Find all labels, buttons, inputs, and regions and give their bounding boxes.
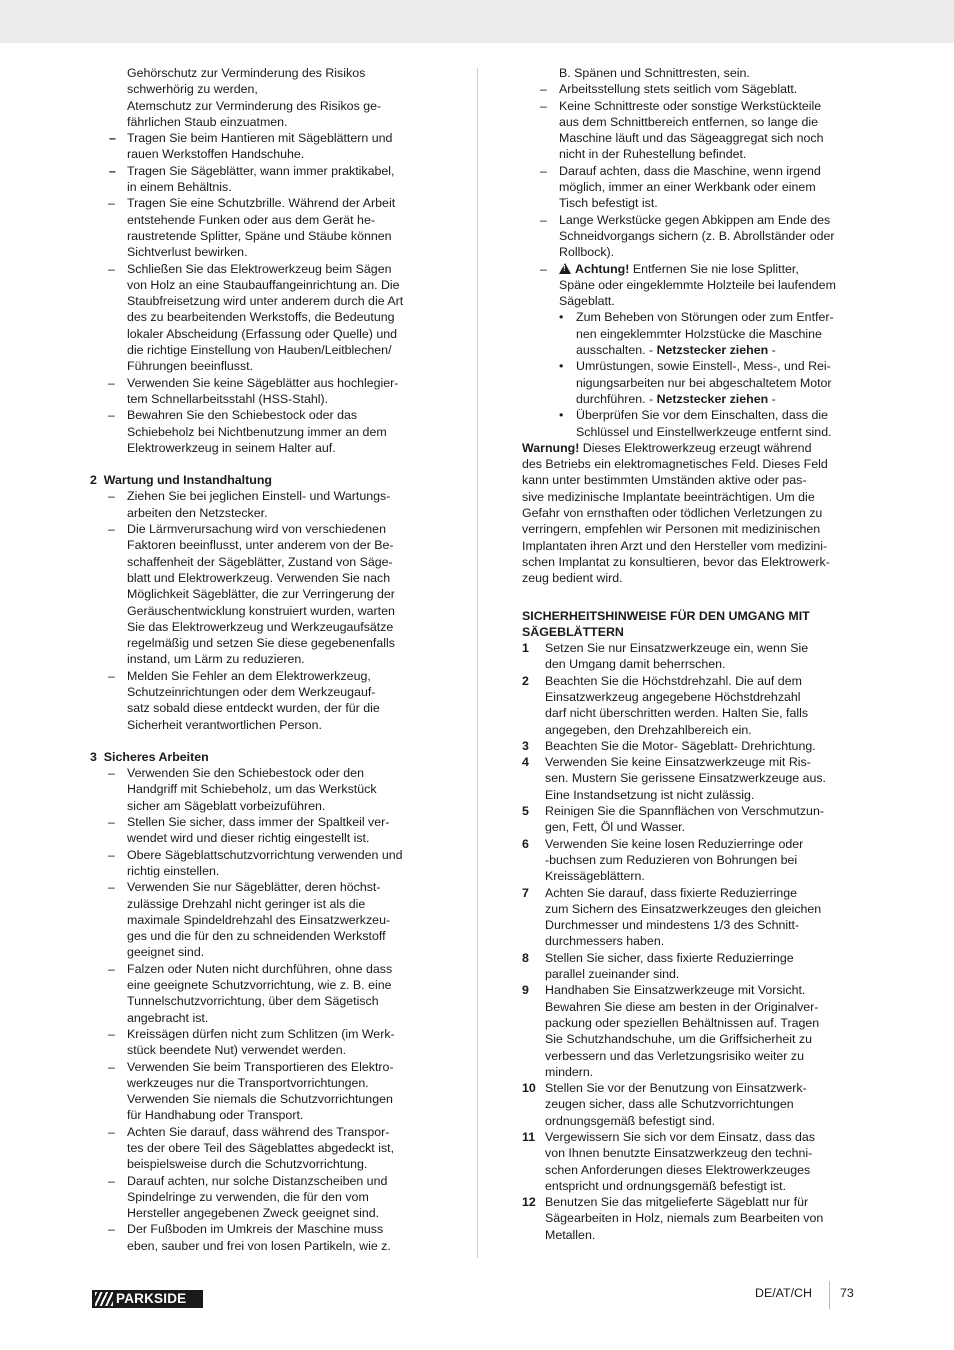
text-line: Sicherheit verantwortlichen Person. [127,717,322,732]
text-line: Atemschutz zur Verminderung des Risikos ge- [127,98,382,113]
text-line: Faktoren beeinflusst, unter anderem von der Be- [127,538,394,553]
continued-item [522,65,864,81]
list-protection [90,130,436,456]
item-number: 10 [522,1081,536,1096]
text-line: – Tragen Sie beim Hantieren mit Sägeblättern und [127,131,393,146]
bullet-item [522,358,864,407]
text-line: nen eingeklemmter Holzstücke die Maschine [576,326,822,341]
list-item [90,163,436,196]
text-line: angegeben, den Drehzahlbereich ein. [545,722,752,737]
list-maintenance [90,488,436,732]
list-item [90,814,436,847]
text-line: Elektrowerkzeug in seinem Halter auf. [127,440,336,455]
numbered-item [522,1080,864,1129]
text-line: durchführen. - Netzstecker ziehen - [576,391,776,406]
page-number: 73 [840,1286,854,1300]
text-line: beispielsweise durch die Schutzvorrichtung. [127,1157,368,1172]
numbered-item [522,950,864,983]
text-line: – Darauf achten, dass die Maschine, wenn irgend [559,163,821,178]
text-line: packung oder speziellen Behältnissen auf. Tragen [545,1015,820,1030]
text-line: zulässige Drehzahl nicht geringer ist als die [127,896,366,911]
text-line: nigungsarbeiten nur bei abgeschaltetem Motor [576,375,832,390]
text-line: instand, um Lärm zu reduzieren. [127,652,305,667]
text-line: Sie das Elektrowerkzeug und Werkzeugaufsätze [127,619,394,634]
text-line: Implantaten ihren Arzt und den Hersteller vom medizini- [522,538,828,553]
text-line: des zu bearbeitenden Werkstoffs, die Bedeutung [127,310,395,325]
text-line: Späne oder eingeklemmte Holzteile bei laufendem [559,277,836,292]
list-item [90,375,436,408]
text-line: – Falzen oder Nuten nicht durchführen, ohne dass [127,961,393,976]
list-item [90,130,436,163]
text-line: – Schließen Sie das Elektrowerkzeug beim Sägen [127,261,392,276]
parkside-logo: PARKSIDE [92,1290,203,1308]
text-line: Schutzeinrichtungen oder dem Werkzeugauf- [127,684,376,699]
item-number: 2 [522,673,529,688]
warning-paragraph: Warnung! Dieses Elektrowerkzeug erzeugt während [522,440,812,455]
warning-triangle-icon [559,263,571,274]
item-number: 4 [522,755,529,770]
text-line: Schlüssel und Einstellwerkzeuge entfernt sind. [576,424,832,439]
numbered-item [522,673,864,738]
footer-separator [829,1281,830,1309]
text-line: maximale Spindeldrehzahl des Einsatzwerkzeu- [127,912,391,927]
left-column [90,65,436,1254]
list-safe-work [90,765,436,1254]
text-line: entspricht und ordnungsgemäß befestigt ist. [545,1178,787,1193]
text-line: Tisch befestigt ist. [559,196,658,211]
text-line: – Verwenden Sie beim Transportieren des Elektro- [127,1059,394,1074]
text-line: – Obere Sägeblattschutzvorrichtung verwenden und [127,847,403,862]
list-item [90,521,436,668]
saw-blade-safety-heading [522,608,864,641]
numbered-item [522,885,864,950]
text-line: SÄGEBLÄTTERN [522,624,624,639]
text-line: – Lange Werkstücke gegen Abkippen am Ende des [559,212,831,227]
text-line: zeugen sicher, dass alle Schutzvorrichtungen [545,1097,794,1112]
text-line: blatt und Elektrowerkzeug. Verwenden Sie nach [127,570,391,585]
text-line: – Der Fußboden im Umkreis der Maschine muss [127,1222,384,1237]
section-heading-maintenance: 2 Wartung und Instandhaltung [90,473,272,488]
text-line: arbeiten den Netzstecker. [127,505,268,520]
text-line: durchmessers haben. [545,934,665,949]
list-item [90,195,436,260]
numbered-item [522,836,864,885]
text-line: für Handhabung oder Transport. [127,1108,304,1123]
text-line: Vergewissern Sie sich vor dem Einsatz, dass das [545,1130,815,1144]
list-item [90,765,436,814]
intro-paragraph [90,65,436,130]
list-safe-work-continued [522,81,864,260]
header-bar [0,0,954,43]
text-line: – Arbeitsstellung stets seitlich vom Sägeblatt. [559,82,798,97]
text-line: -buchsen zum Reduzieren von Bohrungen bei [545,852,798,867]
text-line: in einem Behältnis. [127,180,232,195]
item-number: 8 [522,950,529,965]
bullet-list [522,309,864,439]
list-item [90,1173,436,1222]
list-item [90,1026,436,1059]
text-line: Spindelringe zu verwenden, die für den vom [127,1189,369,1204]
text-line: Metallen. [545,1227,596,1242]
text-line: schwerhörig zu werden, [127,82,258,97]
text-line: wendet wird und dieser richtig eingestellt ist. [127,831,370,846]
logo-stripes-icon [95,1292,113,1306]
text-line: Beachten Sie die Höchstdrehzahl. Die auf dem [545,673,802,688]
text-line: Sichtverlust bewirken. [127,245,248,260]
list-item [522,81,864,97]
text-line: Setzen Sie nur Einsatzwerkzeuge ein, wenn Sie [545,641,809,656]
text-line: sen. Mustern Sie gerissene Einsatzwerkzeuge aus. [545,771,826,786]
text-line: Eine Instandsetzung ist nicht zulässig. [545,787,755,802]
text-line: regelmäßig und setzen Sie diese gegebenenfalls [127,636,395,651]
text-line: – Verwenden Sie nur Sägeblätter, deren höchst- [127,880,381,895]
numbered-item [522,1129,864,1194]
text-line: Durchmesser und mindestens 1/3 des Schnitt- [545,918,800,933]
numbered-item [522,982,864,1080]
item-number: 7 [522,885,529,900]
text-line: des Betriebs ein elektromagnetisches Feld. Dieses Feld [522,457,828,472]
text-line: aus dem Schnittbereich entfernen, so lange die [559,114,818,129]
list-item [90,879,436,960]
text-line: zeug bedient wird. [522,571,623,586]
numbered-item [522,803,864,836]
text-line: nicht in der Ruhestellung befindet. [559,147,747,162]
text-line: – Keine Schnittreste oder sonstige Werkstückteile [559,98,822,113]
text-line: ordnungsgemäß befestigt sind. [545,1113,716,1128]
text-line: Sägeblatt. [559,294,615,309]
text-line: schen Anforderungen dieses Elektrowerkzeuges [545,1162,811,1177]
text-line: mindern. [545,1064,594,1079]
item-number: 5 [522,804,529,819]
country-code: DE/AT/CH [755,1286,812,1300]
warning-paragraph-body [522,456,864,586]
text-line: Geräuschentwicklung konstruiert wurden, warten [127,603,395,618]
list-item [90,1124,436,1173]
text-line: den Umgang damit beherrschen. [545,657,726,672]
text-line: Maschine läuft und das Sägeaggregat sich noch [559,131,824,146]
text-line: Gehörschutz zur Verminderung des Risikos [127,66,366,80]
text-line: Sie Schutzhandschuhe, um die Griffsicherheit zu [545,1032,813,1047]
text-line: Einsatzwerkzeug angegebene Höchstdrehzahl [545,689,801,704]
text-line: angebracht ist. [127,1010,209,1025]
text-line: Staubfreisetzung wird unter anderem durch die Art [127,294,404,309]
text-line: Handgriff mit Schiebeholz, um das Werkstück [127,782,377,797]
list-item [522,212,864,261]
text-line: von Holz an eine Staubauffangeinrichtung an. Die [127,277,400,292]
text-line: Tunnelschutzvorrichtung, über dem Sägetisch [127,994,379,1009]
item-number: 3 [522,738,529,753]
text-line: Stellen Sie sicher, dass fixierte Reduzierringe [545,950,794,965]
text-line: Gefahr von ernsthaften oder tödlichen Verletzungen zu [522,506,823,521]
text-line: • Überprüfen Sie vor dem Einschalten, dass die [576,408,829,423]
list-item [522,98,864,163]
text-line: tes der obere Teil des Sägeblattes abgedeckt ist, [127,1141,395,1155]
text-line: Achten Sie darauf, dass fixierte Reduzierringe [545,885,798,900]
text-line: tem Schnellarbeitsstahl (HSS-Stahl). [127,391,329,406]
text-line: – Tragen Sie Sägeblätter, wann immer praktikabel, [127,163,395,178]
text-line: – Bewahren Sie den Schiebestock oder das [127,408,358,423]
text-line: Handhaben Sie Einsatzwerkzeuge mit Vorsicht. [545,983,806,998]
text-line: – Stellen Sie sicher, dass immer der Spaltkeil ver- [127,815,390,830]
section-heading-safe-work: 3 Sicheres Arbeiten [90,749,209,764]
list-item [90,488,436,521]
text-line: eine geeignete Schutzvorrichtung, wie z. B. eine [127,978,392,993]
text-line: satz sobald diese entdeckt wurden, der für die [127,701,380,716]
achtung-item: !– Achtung! Entfernen Sie nie lose Splitter, Späne oder eingeklemmte Holzteile bei laufendem Sägeblatt. [522,261,864,310]
numbered-item [522,738,864,754]
text-line: gen, Fett, Öl und Wasser. [545,820,686,835]
text-line: richtig einstellen. [127,863,220,878]
list-item [90,261,436,375]
text-line: – Verwenden Sie keine Sägeblätter aus hochlegier- [127,375,399,390]
column-divider [477,68,478,1258]
text-line: die richtige Einstellung von Hauben/Leitblechen/ [127,343,392,358]
text-line: entstehende Funken oder aus dem Gerät he- [127,212,375,227]
list-item [522,163,864,212]
text-line: Verwenden Sie keine losen Reduzierringe oder [545,836,804,851]
list-item [90,961,436,1026]
text-line: rauen Werkstoffen Handschuhe. [127,147,305,162]
text-line: werkzeuges nur die Transportvorrichtungen. [127,1075,369,1090]
text-line: Benutzen Sie das mitgelieferte Sägeblatt nur für [545,1195,809,1210]
item-number: 11 [522,1130,536,1144]
text-line: – Verwenden Sie den Schiebestock oder den [127,766,364,781]
bullet-item [522,309,864,358]
text-line: ausschalten. - Netzstecker ziehen - [576,343,776,358]
text-line: verringern, empfehlen wir Personen mit medizinischen [522,522,821,537]
item-number: 9 [522,983,529,998]
text-line: Sägearbeiten in Holz, niemals zum Bearbeiten von [545,1211,824,1226]
text-line: fährlichen Staub einzuatmen. [127,114,288,129]
text-line: – Ziehen Sie bei jeglichen Einstell- und Wartungs- [127,489,391,504]
numbered-item [522,1194,864,1243]
list-item [90,1221,436,1254]
text-line: kann unter bestimmten Umständen aktive oder pas- [522,473,807,488]
text-line: Verwenden Sie niemals die Schutzvorrichtungen [127,1092,393,1107]
text-line: Führungen beeinflusst. [127,359,254,374]
numbered-list [522,640,864,1243]
text-line: Möglichkeit Sägeblätter, die zur Verringerung der [127,587,395,602]
text-line: verbessern und das Verletzungsrisiko weiter zu [545,1048,804,1063]
text-line: Verwenden Sie keine Einsatzwerkzeuge mit Ris- [545,755,811,770]
text-line: darf nicht überschritten werden. Halten Sie, falls [545,706,809,721]
text-line: raustretende Splitter, Späne und Stäube können [127,228,392,243]
text-line: schen Implantat zu konsultieren, bevor das Elektrowerk- [522,554,830,569]
text-line: Kreissägeblättern. [545,869,645,884]
text-line: von Ihnen benutzte Einsatzwerkzeug den techni- [545,1146,813,1161]
item-number: 12 [522,1195,536,1210]
text-line: • Umrüstungen, sowie Einstell-, Mess-, und Rei- [576,359,831,374]
bullet-item [522,407,864,440]
text-line: schaffenheit der Sägeblätter, Zustand von Säge- [127,554,393,569]
right-column [522,65,864,1243]
text-line: • Zum Beheben von Störungen oder zum Entfer- [576,310,834,325]
text-line: Beachten Sie die Motor- Sägeblatt- Drehrichtung. [545,738,816,753]
text-line: B. Spänen und Schnittresten, sein. [559,66,750,80]
text-line: stück beendete Nut) verwendet werden. [127,1043,347,1058]
text-line: – Kreissägen dürfen nicht zum Schlitzen (im Werk- [127,1026,395,1041]
list-item [90,668,436,733]
text-line: Schneidvorgangs sichern (z. B. Abrollständer oder [559,228,835,243]
text-line: geeignet sind. [127,945,205,960]
text-line: parallel zueinander sind. [545,967,680,982]
text-line: lokaler Abscheidung (Erfassung oder Quelle) und [127,326,398,341]
item-number: 1 [522,641,529,656]
text-line: sive medizinische Implantate beeinträchtigen. Um die [522,489,815,504]
text-line: – Darauf achten, nur solche Distanzscheiben und [127,1173,388,1188]
text-line: Reinigen Sie die Spannflächen von Verschmutzun- [545,804,824,819]
list-item [90,1059,436,1124]
text-line: SICHERHEITSHINWEISE FÜR DEN UMGANG MIT [522,608,810,623]
text-line: möglich, immer an einer Werkbank oder einem [559,180,816,195]
text-line: Schiebeholz bei Nichtbenutzung immer an dem [127,424,387,439]
text-line: Stellen Sie vor der Benutzung von Einsatzwerk- [545,1081,807,1096]
text-line: – Melden Sie Fehler an dem Elektrowerkzeug, [127,668,371,683]
text-line: Bewahren Sie diese am besten in der Originalver- [545,999,819,1014]
text-line: zum Sichern des Einsatzwerkzeuges den gleichen [545,901,822,916]
text-line: eben, sauber und frei von losen Partikeln, wie z. [127,1238,391,1253]
text-line: – Tragen Sie eine Schutzbrille. Während der Arbeit [127,196,396,211]
text-line: Hersteller angegebenen Zweck geeignet sind. [127,1206,380,1221]
text-line: ges und die für den zu schneidenden Werkstoff [127,929,386,944]
text-line: – Achten Sie darauf, dass während des Transpor- [127,1124,390,1139]
numbered-item [522,754,864,803]
text-line: sicher am Sägeblatt vorbeizuführen. [127,798,326,813]
numbered-item [522,640,864,673]
list-item [90,407,436,456]
text-line: – Die Lärmverursachung wird von verschiedenen [127,522,386,537]
list-item [90,847,436,880]
text-line: Rollbock). [559,245,615,260]
item-number: 6 [522,836,529,851]
